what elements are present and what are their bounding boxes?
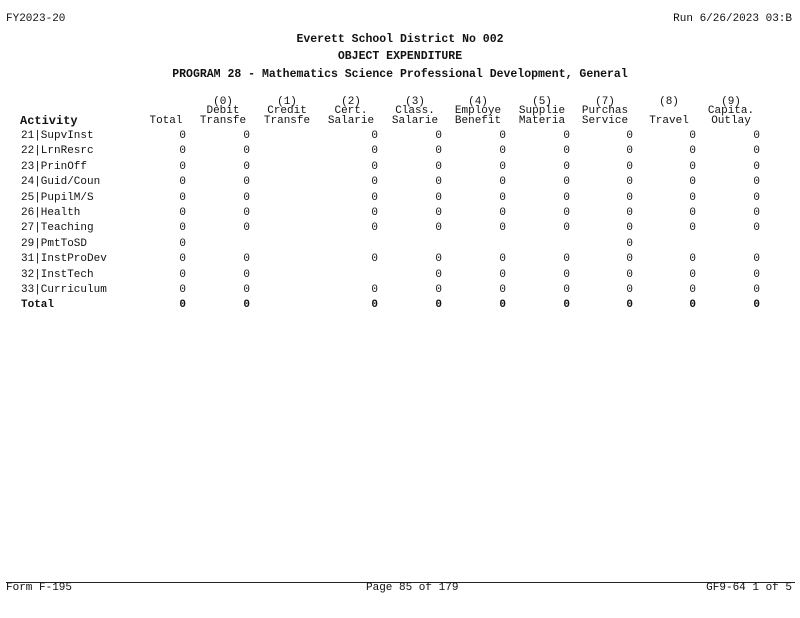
cell-value: 0 bbox=[499, 160, 506, 173]
cell-value: 0 bbox=[499, 284, 506, 296]
table-row bbox=[0, 284, 800, 299]
form-number: Form F-195 bbox=[6, 582, 73, 594]
cell-value: 0 bbox=[499, 253, 506, 266]
cell-value: 0 bbox=[243, 253, 250, 266]
cell-value: 0 bbox=[626, 207, 633, 219]
cell-value: 0 bbox=[689, 207, 696, 219]
cell-value: 0 bbox=[499, 222, 506, 235]
fiscal-year: FY2023-20 bbox=[6, 13, 66, 25]
cell-value: 0 bbox=[689, 253, 696, 266]
cell-value: 0 bbox=[626, 130, 633, 142]
cell-value: 0 bbox=[243, 176, 250, 189]
cell-value: 0 bbox=[179, 160, 186, 173]
cell-value: 0 bbox=[563, 253, 570, 266]
table-row bbox=[0, 207, 800, 222]
cell-value: 0 bbox=[753, 160, 760, 173]
column-5-code: (4) bbox=[468, 96, 488, 108]
cell-value: 0 bbox=[753, 130, 760, 142]
cell-value: 0 bbox=[179, 207, 186, 219]
cell-value: 0 bbox=[626, 222, 633, 235]
column-9-line1: Capita. bbox=[707, 105, 755, 117]
column-3-line2: Salarie bbox=[327, 115, 375, 127]
cell-value: 0 bbox=[753, 145, 760, 158]
cell-value: 0 bbox=[753, 222, 760, 235]
cell-value: 0 bbox=[626, 191, 633, 204]
column-1-line1: Debit bbox=[206, 105, 240, 117]
cell-value: 0 bbox=[499, 268, 506, 281]
cell-value: 0 bbox=[435, 284, 442, 296]
cell-value: 0 bbox=[563, 222, 570, 235]
cell-value: 0 bbox=[435, 145, 442, 158]
activity-label: 21|SupvInst bbox=[21, 130, 94, 142]
cell-value: 0 bbox=[435, 207, 442, 219]
cell-value: 0 bbox=[689, 191, 696, 204]
column-4-code: (3) bbox=[405, 96, 425, 108]
cell-value: 0 bbox=[689, 284, 696, 296]
cell-value: 0 bbox=[435, 160, 442, 173]
column-3-code: (2) bbox=[341, 96, 361, 108]
cell-value: 0 bbox=[689, 160, 696, 173]
column-6-code: (5) bbox=[532, 96, 552, 108]
cell-value: 0 bbox=[371, 176, 378, 189]
cell-value: 0 bbox=[243, 160, 250, 173]
cell-value: 0 bbox=[753, 299, 760, 312]
cell-value: 0 bbox=[563, 145, 570, 158]
table-row bbox=[0, 238, 800, 253]
cell-value: 0 bbox=[563, 284, 570, 296]
cell-value: 0 bbox=[626, 299, 633, 312]
activity-label: 24|Guid/Coun bbox=[21, 176, 101, 189]
cell-value: 0 bbox=[499, 176, 506, 189]
cell-value: 0 bbox=[626, 253, 633, 266]
table-row bbox=[0, 130, 800, 145]
cell-value: 0 bbox=[179, 237, 186, 250]
column-4-line2: Salarie bbox=[391, 115, 439, 127]
activity-label: 23|PrinOff bbox=[21, 160, 88, 173]
column-2-line1: Credit bbox=[267, 105, 307, 117]
cell-value: 0 bbox=[626, 145, 633, 158]
form-reference: GF9-64 1 of 5 bbox=[706, 582, 792, 594]
column-5-line2: Benefit bbox=[454, 115, 502, 127]
cell-value: 0 bbox=[689, 222, 696, 235]
cell-value: 0 bbox=[499, 130, 506, 142]
cell-value: 0 bbox=[499, 207, 506, 219]
cell-value: 0 bbox=[179, 130, 186, 142]
activity-column-header: Activity bbox=[20, 114, 78, 128]
cell-value: 0 bbox=[435, 299, 442, 312]
cell-value: 0 bbox=[435, 130, 442, 142]
cell-value: 0 bbox=[689, 176, 696, 189]
cell-value: 0 bbox=[753, 253, 760, 266]
cell-value: 0 bbox=[499, 145, 506, 158]
cell-value: 0 bbox=[563, 207, 570, 219]
cell-value: 0 bbox=[563, 268, 570, 281]
column-7-code: (7) bbox=[595, 96, 615, 108]
column-7-line1: Purchas bbox=[581, 105, 629, 117]
cell-value: 0 bbox=[371, 160, 378, 173]
cell-value: 0 bbox=[753, 207, 760, 219]
column-3-line1: Cert. bbox=[334, 105, 368, 117]
activity-label: 22|LrnResrc bbox=[21, 145, 94, 158]
column-6-line2: Materia bbox=[518, 115, 566, 127]
column-2-code: (1) bbox=[277, 96, 297, 108]
cell-value: 0 bbox=[371, 145, 378, 158]
cell-value: 0 bbox=[689, 268, 696, 281]
cell-value: 0 bbox=[243, 299, 250, 312]
activity-label: 29|PmtToSD bbox=[21, 237, 88, 250]
cell-value: 0 bbox=[371, 191, 378, 204]
cell-value: 0 bbox=[689, 130, 696, 142]
column-4-line1: Class. bbox=[395, 105, 435, 117]
activity-label: 32|InstTech bbox=[21, 268, 94, 281]
cell-value: 0 bbox=[563, 130, 570, 142]
cell-value: 0 bbox=[563, 299, 570, 312]
column-2-line2: Transfe bbox=[263, 115, 311, 127]
cell-value: 0 bbox=[563, 176, 570, 189]
cell-value: 0 bbox=[243, 130, 250, 142]
cell-value: 0 bbox=[243, 268, 250, 281]
cell-value: 0 bbox=[243, 207, 250, 219]
activity-label: 27|Teaching bbox=[21, 222, 94, 235]
cell-value: 0 bbox=[753, 268, 760, 281]
column-9-code: (9) bbox=[721, 96, 741, 108]
column-6-line1: Supplie bbox=[518, 105, 566, 117]
report-title: OBJECT EXPENDITURE bbox=[337, 50, 463, 63]
cell-value: 0 bbox=[179, 268, 186, 281]
page-number: Page 85 of 179 bbox=[366, 582, 459, 594]
column-0-line2: Total bbox=[149, 115, 183, 127]
cell-value: 0 bbox=[435, 222, 442, 235]
column-8-line2: Travel bbox=[649, 115, 689, 127]
table-row bbox=[0, 192, 800, 207]
column-9-line2: Outlay bbox=[711, 115, 751, 127]
run-timestamp: Run 6/26/2023 03:B bbox=[673, 13, 792, 25]
cell-value: 0 bbox=[179, 176, 186, 189]
cell-value: 0 bbox=[499, 191, 506, 204]
cell-value: 0 bbox=[435, 253, 442, 266]
cell-value: 0 bbox=[371, 207, 378, 219]
cell-value: 0 bbox=[689, 299, 696, 312]
table-row bbox=[0, 222, 800, 237]
total-label: Total bbox=[21, 299, 55, 312]
table-row bbox=[0, 161, 800, 176]
activity-label: 26|Health bbox=[21, 207, 81, 219]
column-1-line2: Transfe bbox=[199, 115, 247, 127]
cell-value: 0 bbox=[499, 299, 506, 312]
cell-value: 0 bbox=[243, 222, 250, 235]
activity-label: 33|Curriculum bbox=[21, 284, 107, 296]
activity-label: 31|InstProDev bbox=[21, 253, 107, 266]
table-row bbox=[0, 145, 800, 160]
cell-value: 0 bbox=[179, 299, 186, 312]
cell-value: 0 bbox=[371, 130, 378, 142]
cell-value: 0 bbox=[371, 253, 378, 266]
district-title: Everett School District No 002 bbox=[296, 33, 504, 46]
cell-value: 0 bbox=[753, 176, 760, 189]
activity-label: 25|PupilM/S bbox=[21, 191, 94, 204]
column-7-line2: Service bbox=[581, 115, 629, 127]
cell-value: 0 bbox=[371, 284, 378, 296]
cell-value: 0 bbox=[179, 222, 186, 235]
cell-value: 0 bbox=[371, 222, 378, 235]
cell-value: 0 bbox=[626, 268, 633, 281]
cell-value: 0 bbox=[563, 191, 570, 204]
cell-value: 0 bbox=[243, 145, 250, 158]
cell-value: 0 bbox=[689, 145, 696, 158]
cell-value: 0 bbox=[626, 284, 633, 296]
cell-value: 0 bbox=[753, 191, 760, 204]
cell-value: 0 bbox=[179, 191, 186, 204]
column-1-code: (0) bbox=[213, 96, 233, 108]
program-title: PROGRAM 28 - Mathematics Science Professional Development, General bbox=[172, 68, 628, 81]
column-5-line1: Employe bbox=[454, 105, 502, 117]
cell-value: 0 bbox=[179, 284, 186, 296]
table-row bbox=[0, 176, 800, 191]
cell-value: 0 bbox=[753, 284, 760, 296]
cell-value: 0 bbox=[371, 299, 378, 312]
cell-value: 0 bbox=[179, 253, 186, 266]
cell-value: 0 bbox=[435, 176, 442, 189]
table-row bbox=[0, 269, 800, 284]
table-row bbox=[0, 253, 800, 268]
cell-value: 0 bbox=[435, 191, 442, 204]
cell-value: 0 bbox=[435, 268, 442, 281]
cell-value: 0 bbox=[243, 284, 250, 296]
cell-value: 0 bbox=[626, 160, 633, 173]
cell-value: 0 bbox=[243, 191, 250, 204]
column-8-code: (8) bbox=[659, 96, 679, 108]
cell-value: 0 bbox=[626, 237, 633, 250]
total-row bbox=[0, 299, 800, 314]
cell-value: 0 bbox=[563, 160, 570, 173]
cell-value: 0 bbox=[179, 145, 186, 158]
cell-value: 0 bbox=[626, 176, 633, 189]
